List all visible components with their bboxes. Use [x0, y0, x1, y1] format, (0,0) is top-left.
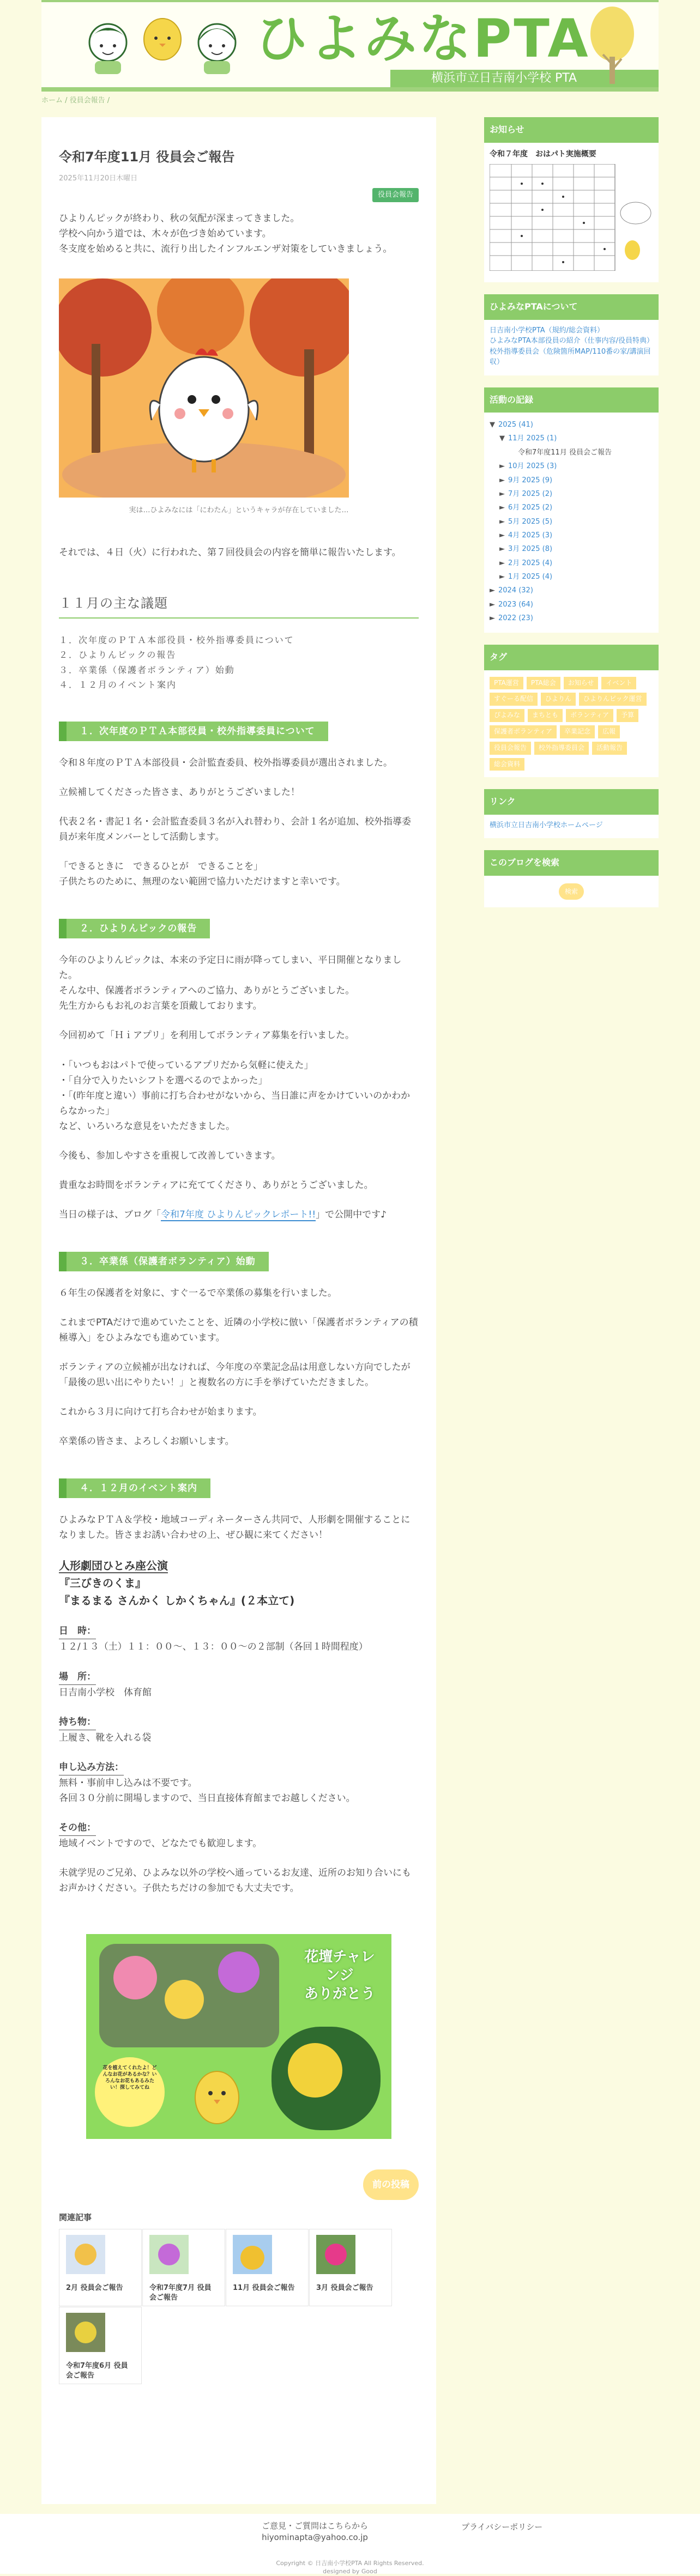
about-link-officers[interactable]: ひよみなPTA本部役員の紹介（仕事内容/役員特典）	[490, 337, 654, 346]
related-post-card[interactable]: 11月 役員会ご報告	[226, 2229, 309, 2306]
tag-chip[interactable]: イベント	[601, 677, 636, 690]
section2-para: 今後も、参加しやすさを重視して改善していきます。	[59, 1150, 281, 1161]
tag-chip[interactable]: ひよりん	[541, 693, 576, 706]
archive-toggle-icon[interactable]: ►	[490, 614, 495, 622]
section2-blog-link-para: 当日の様子は、ブログ「令和7年度 ひよりんピックレポート!!」で公開中です♪	[59, 1209, 387, 1220]
archive-toggle-icon[interactable]: ▼	[490, 421, 495, 429]
archive-toggle-icon[interactable]: ►	[490, 600, 495, 609]
archive-widget	[484, 387, 659, 633]
other-label: その他：	[59, 1820, 96, 1836]
flower-bed-flyer-image	[86, 1934, 391, 2139]
event-title: 人形劇団ひとみ座公演 『三びきのくま』 『まるまる さんかく しかくちゃん』(２本立て)	[59, 1559, 295, 1608]
tag-chip[interactable]: 総会資料	[490, 758, 524, 771]
sidebar	[484, 117, 659, 2504]
section1-heading: １．次年度のＰＴＡ本部役員・校外指導委員について	[59, 722, 328, 741]
archive-label[interactable]: 2月 2025 (4)	[508, 559, 553, 567]
tags-widget	[484, 645, 659, 777]
contact-label: ご意見・ご質問はこちらから	[262, 2521, 369, 2531]
closing-para: 未就学児のご兄弟、ひよみな以外の学校へ通っているお友達、近所のお知り合いにもお声かけください。子供たちだけの参加でも大丈夫です。	[59, 1867, 411, 1894]
about-widget	[484, 294, 659, 375]
tag-chip[interactable]: すぐーる配信	[490, 693, 538, 706]
related-post-card[interactable]: 令和7年度6月 役員会ご報告	[59, 2307, 142, 2384]
archive-item[interactable]	[490, 459, 653, 473]
archive-label[interactable]: 2023 (64)	[498, 600, 533, 609]
archive-label[interactable]: 11月 2025 (1)	[508, 434, 557, 443]
tag-chip[interactable]: ひよりんピック運営	[579, 693, 647, 706]
niwatan-character-image	[59, 278, 349, 498]
site-header	[41, 0, 659, 92]
archive-item[interactable]	[490, 542, 653, 556]
related-post-card[interactable]: 2月 役員会ご報告	[59, 2229, 142, 2306]
archive-label[interactable]: 6月 2025 (2)	[508, 504, 553, 512]
header-children-illustration	[81, 14, 244, 74]
tag-chip[interactable]: 保護者ボランティア	[490, 725, 557, 738]
section1-para: 代表２名・書記１名・会計監査委員３名が入れ替わり、会計１名が追加、校外指導委員が来年度メンバーとして活動します。	[59, 816, 411, 843]
related-thumbnail	[149, 2235, 189, 2274]
archive-item[interactable]	[490, 446, 653, 459]
archive-item[interactable]	[490, 611, 653, 625]
section3-para: これまでPTAだけで進めていたことを、近隣の小学校に倣い「保護者ボランティアの積極導入」をひよみなでも進めています。	[59, 1317, 418, 1344]
place-value: 日吉南小学校 体育館	[59, 1687, 152, 1698]
tag-chip[interactable]: 卒業記念	[560, 725, 595, 738]
section1-para: 令和８年度のＰＴＡ本部役員・会計監査委員、校外指導委員が選出されました。	[59, 757, 393, 768]
tag-chip[interactable]: まちとも	[528, 709, 563, 722]
section3-para: ６年生の保護者を対象に、すぐ一るで卒業係の募集を行いました。	[59, 1287, 337, 1299]
section3-para: これから３月に向けて打ち合わせが始まります。	[59, 1407, 262, 1418]
related-thumbnail	[66, 2313, 105, 2352]
tag-chip[interactable]: 広報	[598, 725, 620, 738]
archive-label[interactable]: 2024 (32)	[498, 586, 533, 595]
place-label: 場 所：	[59, 1669, 96, 1685]
archive-toggle-icon[interactable]: ►	[499, 462, 505, 471]
header-stripe	[41, 0, 659, 2]
apply-value: 無料・事前申し込みは不要です。 各回３０分前に開場しますので、当日直接体育館までお越しください。	[59, 1777, 355, 1804]
related-posts-grid	[59, 2229, 419, 2385]
site-subtitle: 横浜市立日吉南小学校 PTA	[431, 71, 577, 85]
search-widget	[484, 850, 659, 907]
archive-toggle-icon[interactable]: ►	[499, 504, 505, 512]
tag-chip[interactable]: 役員会報告	[490, 742, 531, 755]
tag-chip[interactable]: PTA運営	[490, 677, 523, 690]
archive-label[interactable]: 2022 (23)	[498, 614, 533, 622]
olympic-report-link[interactable]: 令和7年度 ひよりんピックレポート!!	[161, 1209, 316, 1220]
tag-chip[interactable]: 活動報告	[592, 742, 627, 755]
tag-chip[interactable]: お知らせ	[564, 677, 599, 690]
archive-label[interactable]: 2025 (41)	[498, 421, 533, 429]
about-link-guidance[interactable]: 校外指導委員会（危険箇所MAP/110番の家/講演回収）	[490, 347, 651, 367]
related-post-card[interactable]: 令和7年度7月 役員会ご報告	[142, 2229, 225, 2306]
search-title: このブログを検索	[484, 850, 659, 875]
date-value: １２/１３（土）１１：００〜、１３：００〜の２部制（各回１時間程度）	[59, 1641, 368, 1653]
bring-value: 上履き、靴を入れる袋	[59, 1732, 152, 1743]
archive-item[interactable]	[490, 598, 653, 611]
breadcrumb[interactable]: ホーム / 役員会報告 /	[41, 96, 110, 105]
section2-para: 貴重なお時間をボランティアに充ててくださり、ありがとうございました。	[59, 1179, 373, 1191]
notice-subtitle: 令和７年度 おはパト実施概要	[490, 149, 596, 159]
archive-item[interactable]	[490, 474, 653, 487]
image-caption: 実は…ひよみなには「にわたん」というキャラが存在していました…	[129, 506, 349, 515]
post-article	[41, 117, 436, 2504]
date-label: 日 時：	[59, 1623, 96, 1639]
archive-toggle-icon[interactable]: ►	[499, 476, 505, 484]
search-button[interactable]: 検索	[559, 883, 584, 900]
topic-item: １．次年度のＰＴＡ本部役員・校外指導委員について	[59, 635, 294, 646]
related-thumbnail	[316, 2235, 355, 2274]
section1-para: 立候補してくださった皆さま、ありがとうございました！	[59, 787, 300, 798]
section3-heading: ３．卒業係（保護者ボランティア）始動	[59, 1252, 269, 1271]
topic-item: ２．ひよりんピックの報告	[59, 650, 177, 660]
flyer-title: 花壇チャレンジ ありがとう	[304, 1949, 375, 2002]
archive-toggle-icon[interactable]: ►	[499, 559, 505, 567]
archive-item[interactable]	[490, 501, 653, 514]
archive-item[interactable]	[490, 432, 653, 445]
notice-widget	[484, 117, 659, 282]
topic-item: ４．１２月のイベント案内	[59, 679, 177, 690]
category-badge[interactable]: 役員会報告	[372, 188, 419, 202]
archive-toggle-icon[interactable]: ►	[499, 517, 505, 526]
previous-post-button[interactable]: 前の投稿	[363, 2169, 419, 2200]
tags-title: タグ	[484, 645, 659, 670]
patrol-schedule-table-image[interactable]	[490, 164, 653, 271]
archive-toggle-icon[interactable]: ►	[490, 586, 495, 595]
other-value: 地域イベントですので、どなたでも歓迎します。	[59, 1838, 262, 1849]
archive-item[interactable]	[490, 556, 653, 570]
archive-label[interactable]: 3月 2025 (8)	[508, 545, 553, 554]
flyer-speech-bubble: 花を植えてくれたよ！どんなお花があるかな？いろんなお花もあるみたい！探してみてね	[102, 2065, 157, 2091]
archive-list	[484, 413, 659, 633]
archive-label[interactable]: 1月 2025 (4)	[508, 572, 553, 581]
related-posts-title: 関連記事	[59, 2213, 92, 2223]
tag-chip[interactable]: ぴよみな	[490, 709, 524, 722]
archive-item[interactable]	[490, 515, 653, 529]
topics-list	[59, 633, 419, 692]
section2-heading: ２．ひよりんピックの報告	[59, 919, 210, 938]
links-widget	[484, 789, 659, 838]
tag-chip[interactable]: PTA総会	[527, 677, 560, 690]
tag-chip[interactable]: 予算	[617, 709, 638, 722]
post-date: 2025年11月20日木曜日	[59, 174, 138, 183]
archive-toggle-icon[interactable]: ▼	[499, 434, 505, 443]
archive-item[interactable]	[490, 570, 653, 584]
links-title: リンク	[484, 789, 659, 814]
tag-chip[interactable]: ボランティア	[566, 709, 613, 722]
archive-label[interactable]: 5月 2025 (5)	[508, 517, 553, 526]
archive-label[interactable]: 4月 2025 (3)	[508, 531, 553, 540]
section2-para: 今年のひよりんピックは、本来の予定日に雨が降ってしまい、平日開催となりました。 そんな中、保護者ボランティアへのご協力、ありがとうございました。 先生方からもお礼のお言葉を頂戴しております。	[59, 955, 402, 1012]
archive-item[interactable]	[490, 584, 653, 597]
archive-toggle-icon[interactable]: ►	[499, 489, 505, 498]
archive-label[interactable]: 令和7年度11月 役員会ご報告	[518, 448, 612, 457]
copyright: Copyright © 日吉南小学校PTA All Rights Reserved. designed by Good	[276, 2560, 424, 2575]
related-thumbnail	[66, 2235, 105, 2274]
tree-icon	[588, 4, 637, 87]
archive-item[interactable]	[490, 418, 653, 432]
topic-item: ３．卒業係（保護者ボランティア）始動	[59, 664, 235, 675]
site-footer	[0, 2514, 700, 2574]
contact-email-link[interactable]: hiyominapta@yahoo.co.jp	[262, 2532, 368, 2543]
archive-label[interactable]: 10月 2025 (3)	[508, 462, 557, 471]
section3-para: ボランティアの立候補が出なければ、今年度の卒業記念品は用意しない方向でしたが 「最後の思い出にやりたい！」と複数名の方に手を挙げていただきました。	[59, 1362, 411, 1389]
section2-para: ・「いつもおはパトで使っているアプリだから気軽に使えた」 ・「自分で入りたいシフトを選べるのでよかった」 ・「(昨年度と違い）事前に打ち合わせがないから、当日誰に声をかけていいのかわからなかった」 など、いろいろな意見をいただきました。	[59, 1059, 411, 1132]
section4-para: ひよみなＰＴＡ＆学校・地域コーディネーターさん共同で、人形劇を開催することになりました。皆さまお誘い合わせの上、ぜひ観に来てください！	[59, 1514, 411, 1541]
site-logo-text[interactable]: ひよみなPTA	[255, 8, 590, 69]
footer-contact	[262, 2520, 368, 2543]
archive-item[interactable]	[490, 529, 653, 542]
apply-label: 申し込み方法：	[59, 1760, 124, 1775]
archive-toggle-icon[interactable]: ►	[499, 531, 505, 540]
school-homepage-link[interactable]: 横浜市立日吉南小学校ホームページ	[490, 821, 603, 829]
archive-title: 活動の記録	[484, 387, 659, 413]
related-thumbnail	[233, 2235, 272, 2274]
post-title: 令和7年度11月 役員会ご報告	[59, 149, 235, 165]
topics-heading: １１月の主な議題	[59, 593, 419, 619]
section1-para: 「できるときに できるひとが できることを」 子供たちのために、無理のない範囲で協力いただけますと幸いです。	[59, 861, 346, 888]
archive-label[interactable]: 7月 2025 (2)	[508, 489, 553, 498]
privacy-policy-link[interactable]: プライバシーポリシー	[461, 2522, 543, 2532]
archive-toggle-icon[interactable]: ►	[499, 572, 505, 581]
intro-text: ひよりんピックが終わり、秋の気配が深まってきました。 学校へ向かう道では、木々が色づき始めています。 冬支度を始めると共に、流行り出したインフルエンザ対策をしていきましょう。	[59, 213, 393, 254]
about-link-pta[interactable]: 日吉南小学校PTA（規約/総会資料）	[490, 326, 605, 335]
section3-para: 卒業係の皆さま、よろしくお願いします。	[59, 1436, 234, 1447]
archive-label[interactable]: 9月 2025 (9)	[508, 476, 553, 484]
section4-heading: ４．１２月のイベント案内	[59, 1478, 210, 1498]
related-post-card[interactable]: 3月 役員会ご報告	[309, 2229, 392, 2306]
section2-para: 今回初めて「Ｈｉアプリ」を利用してボランティア募集を行いました。	[59, 1030, 354, 1041]
notice-title: お知らせ	[484, 117, 659, 142]
about-title: ひよみなPTAについて	[484, 294, 659, 319]
lead-text: それでは、４日（火）に行われた、第７回役員会の内容を簡単に報告いたします。	[59, 547, 401, 558]
tag-chip[interactable]: 校外指導委員会	[534, 742, 589, 755]
tag-list	[484, 670, 659, 778]
archive-toggle-icon[interactable]: ►	[499, 545, 505, 554]
bring-label: 持ち物：	[59, 1714, 96, 1730]
archive-item[interactable]	[490, 487, 653, 501]
